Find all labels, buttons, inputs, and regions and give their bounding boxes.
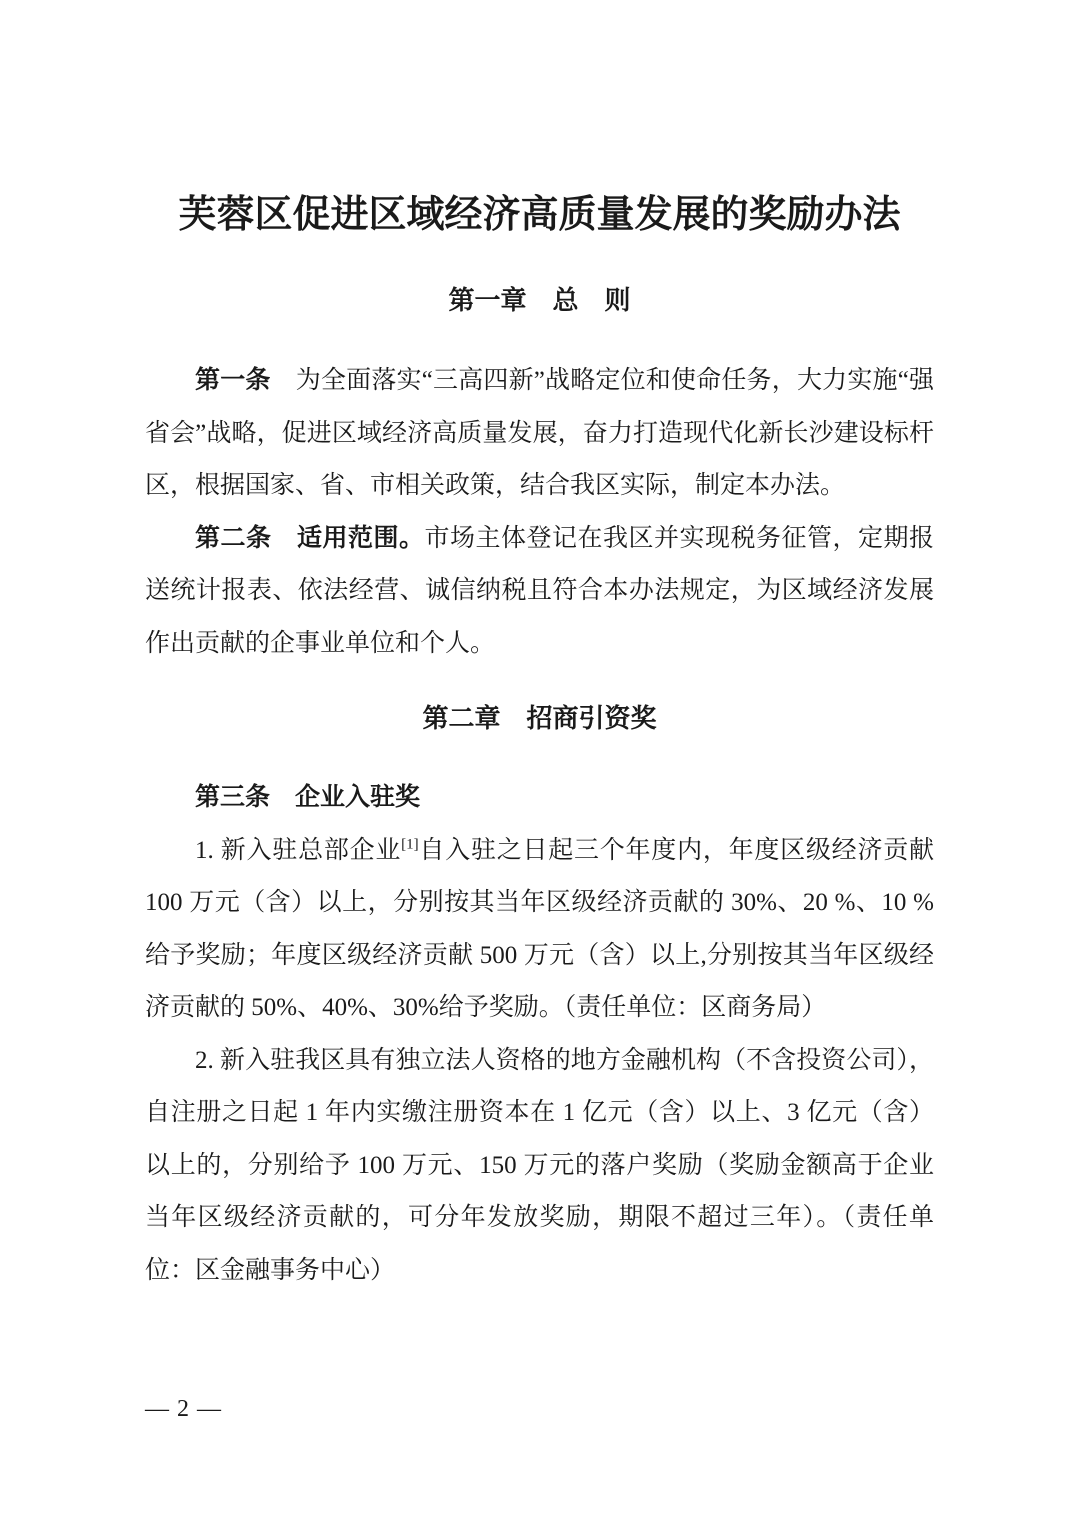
article-2-label: 第二条 适用范围。	[195, 524, 425, 552]
article-3-item-2-body: 2. 新入驻我区具有独立法人资格的地方金融机构（不含投资公司），自注册之日起 1 年内实缴注册资本在 1 亿元（含）以上、3 亿元（含）以上的，分别给予 100 万元、150 万元的落户奖励（奖励金额高于企业当年区级经济贡献的，可分年发放奖励，期限不超过三年）。（责任单位：区金融事务中心）	[145, 1046, 934, 1284]
article-3-item-1-paragraph	[145, 825, 934, 1035]
document-content	[145, 192, 934, 1297]
article-1-paragraph	[145, 355, 934, 513]
article-1-label: 第一条	[195, 367, 296, 394]
article-2-body: 市场主体登记在我区并实现税务征管，定期报送统计报表、依法经营、诚信纳税且符合本办法规定，为区域经济发展作出贡献的企事业单位和个人。	[145, 524, 934, 657]
article-3-label: 第三条 企业入驻奖	[195, 784, 421, 811]
article-1-body: 为全面落实“三高四新”战略定位和使命任务，大力实施“强省会”战略，促进区域经济高质量发展，奋力打造现代化新长沙建设标杆区，根据国家、省、市相关政策，结合我区实际，制定本办法。	[145, 367, 934, 499]
article-2-paragraph	[145, 513, 934, 671]
chapter-2-heading: 第二章 招商引资奖	[422, 703, 657, 733]
chapter-1-heading: 第一章 总 则	[448, 285, 631, 315]
article-3-item-1-body: 自入驻之日起三个年度内，年度区级经济贡献 100 万元（含）以上，分别按其当年区级经济贡献的 30%、20 %、10 %给予奖励；年度区级经济贡献 500 万元（含）以上,分别按其当年区级经济贡献的 50%、40%、30%给予奖励。（责任单位：区商务局）	[145, 836, 934, 1021]
document-title: 芙蓉区促进区域经济高质量发展的奖励办法	[178, 194, 901, 236]
footnote-1-reference: [1]	[401, 836, 419, 853]
article-3-item-1-prefix: 1. 新入驻总部企业	[195, 836, 402, 864]
article-3-item-2-paragraph	[145, 1035, 934, 1298]
article-3-heading-paragraph	[145, 772, 934, 825]
page-number: — 2 —	[145, 1396, 222, 1422]
